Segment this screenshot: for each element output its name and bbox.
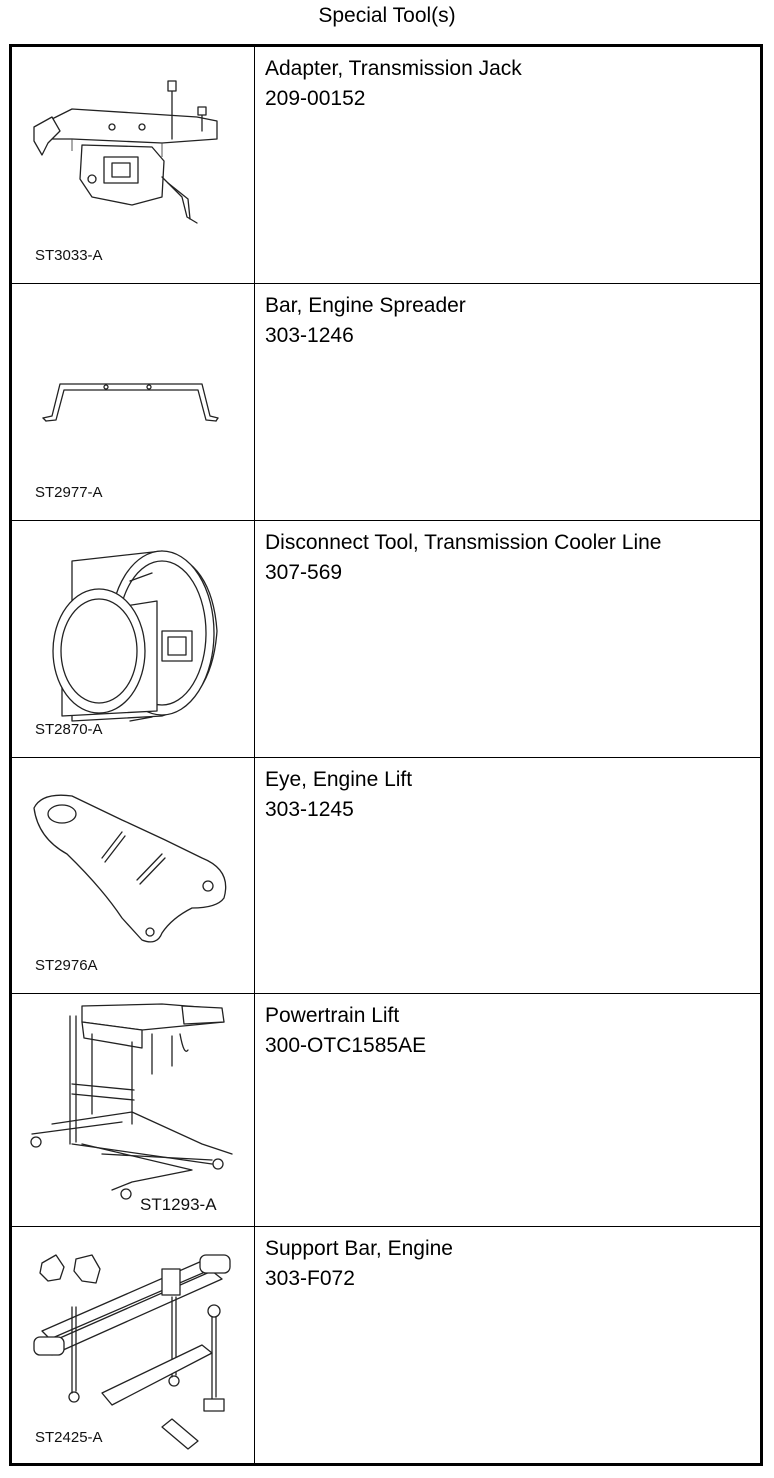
- image-code: ST2976A: [35, 957, 98, 974]
- tool-number: 307-569: [265, 561, 343, 584]
- table-row: [12, 521, 760, 758]
- tool-image-cell: [12, 1227, 255, 1463]
- tool-image-cell: [12, 521, 255, 757]
- tool-description-cell: [255, 994, 760, 1226]
- tool-description-cell: [255, 521, 760, 757]
- special-tools-table: [9, 44, 763, 1466]
- image-code: ST2870-A: [35, 721, 103, 738]
- image-code: ST3033-A: [35, 247, 103, 264]
- tool-image-cell: [12, 47, 255, 283]
- image-code: ST2977-A: [35, 484, 103, 501]
- tool-name: Support Bar, Engine: [265, 1237, 453, 1260]
- page-title: Special Tool(s): [318, 4, 456, 27]
- image-code: ST2425-A: [35, 1429, 103, 1446]
- table-row: [12, 47, 760, 284]
- table-row: [12, 994, 760, 1227]
- engine-support-bar-icon: [12, 1227, 255, 1463]
- powertrain-lift-icon: [12, 994, 255, 1226]
- tool-image-cell: [12, 994, 255, 1226]
- tool-name: Powertrain Lift: [265, 1004, 400, 1027]
- tool-description-cell: [255, 47, 760, 283]
- tool-name: Bar, Engine Spreader: [265, 294, 466, 317]
- tool-description-cell: [255, 1227, 760, 1463]
- tool-description-cell: [255, 284, 760, 520]
- table-row: [12, 1227, 760, 1463]
- tool-number: 303-F072: [265, 1267, 355, 1290]
- tool-image-cell: [12, 284, 255, 520]
- table-row: [12, 284, 760, 521]
- tool-number: 303-1245: [265, 798, 354, 821]
- tool-description-cell: [255, 758, 760, 993]
- tool-name: Eye, Engine Lift: [265, 768, 413, 791]
- tool-number: 209-00152: [265, 87, 366, 110]
- tool-number: 303-1246: [265, 324, 354, 347]
- tool-number: 300-OTC1585AE: [265, 1034, 427, 1057]
- tool-name: Adapter, Transmission Jack: [265, 57, 522, 80]
- tool-image-cell: [12, 758, 255, 993]
- image-code: ST1293-A: [140, 1195, 217, 1214]
- table-row: [12, 758, 760, 994]
- tool-name: Disconnect Tool, Transmission Cooler Line: [265, 531, 662, 554]
